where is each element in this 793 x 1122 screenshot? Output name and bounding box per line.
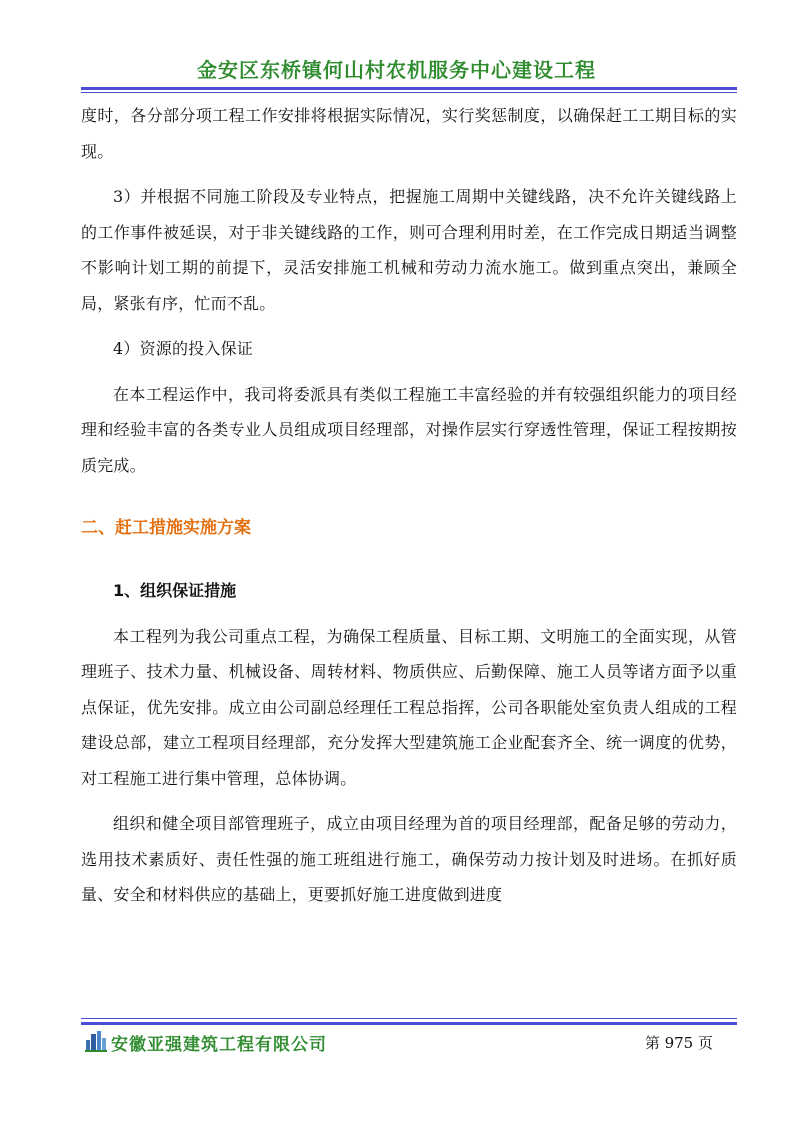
document-body — [81, 98, 737, 913]
page-number: 第 975 页 — [644, 1034, 713, 1052]
paragraph-4: 在本工程运作中，我司将委派具有类似工程施工丰富经验的并有较强组织能力的项目经理和经验丰富的各类专业人员组成项目经理部，对操作层实行穿透性管理，保证工程按期按质完成。 — [81, 384, 737, 475]
paragraph-5: 本工程列为我公司重点工程，为确保工程质量、目标工期、文明施工的全面实现，从管理班子、技术力量、机械设备、周转材料、物质供应、后勤保障、施工人员等诸方面予以重点保证，优先安排。成立由公司副总经理任工程总指挥，公司各职能处室负责人组成的工程建设总部，建立工程项目经理部，充分发挥大型建筑施工企业配套齐全、统一调度的优势，对工程施工进行集中管理，总体协调。 — [81, 626, 737, 788]
paragraph-6: 组织和健全项目部管理班子，成立由项目经理为首的项目经理部，配备足够的劳动力，选用技术素质好、责任性强的施工班组进行施工，确保劳动力按计划及时进场。在抓好质量、安全和材料供应的基础上，更要抓好施工进度做到进度 — [81, 814, 737, 904]
header-rule-thin — [81, 92, 737, 93]
paragraph-2: 3）并根据不同施工阶段及专业特点，把握施工周期中关键线路，决不允许关键线路上的工作事件被延误，对于非关键线路的工作，则可合理利用时差，在工作完成日期适当调整不影响计划工期的前提下，灵活安排施工机械和劳动力流水施工。做到重点突出，兼顾全局，紧张有序，忙而不乱。 — [81, 187, 737, 313]
paragraph-1: 度时，各分部分项工程工作安排将根据实际情况，实行奖惩制度，以确保赶工工期目标的实现。 — [81, 106, 737, 161]
sub-heading: 1、组织保证措施 — [113, 581, 237, 600]
paragraph-3: 4）资源的投入保证 — [113, 339, 253, 358]
header-title: 金安区东桥镇何山村农机服务中心建设工程 — [197, 58, 596, 82]
header-rule-thick — [81, 87, 737, 90]
building-logo-icon — [85, 1030, 107, 1052]
footer-rule-thin — [81, 1018, 737, 1019]
footer-rule-thick — [81, 1022, 737, 1025]
footer-company-name: 安徽亚强建筑工程有限公司 — [111, 1035, 327, 1055]
section-heading: 二、赶工措施实施方案 — [81, 518, 251, 538]
footer — [81, 1028, 737, 1058]
